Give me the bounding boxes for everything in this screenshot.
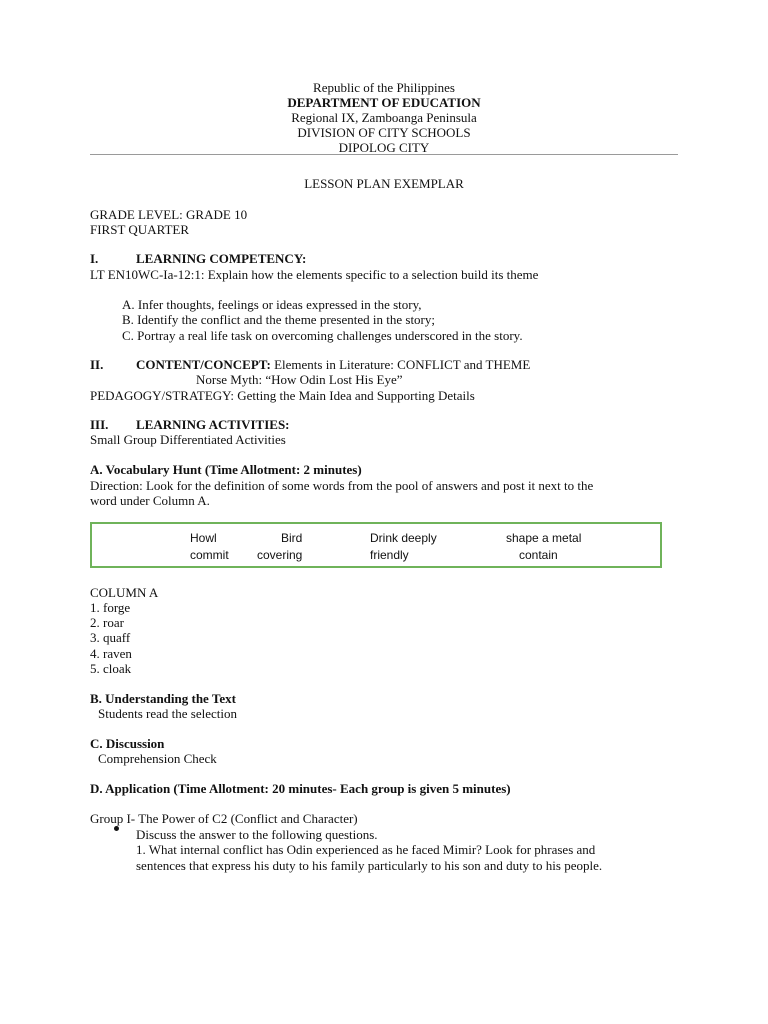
section2-heading: CONTENT/CONCEPT: <box>136 357 271 372</box>
section3-heading: LEARNING ACTIVITIES: <box>136 417 290 432</box>
pedagogy: PEDAGOGY/STRATEGY: Getting the Main Idea and Supporting Details <box>90 388 475 403</box>
bullet-text: Discuss the answer to the following questions. <box>136 827 378 842</box>
quarter: FIRST QUARTER <box>90 222 190 237</box>
pool-word-bird: Bird <box>281 531 303 545</box>
doc-title: LESSON PLAN EXEMPLAR <box>304 176 464 191</box>
myth-title: Norse Myth: “How Odin Lost His Eye” <box>196 372 403 387</box>
learning-target: LT EN10WC-Ia-12:1: Explain how the elements specific to a selection build its theme <box>90 267 539 282</box>
question1-line2: sentences that express his duty to his family particularly to his son and duty to his people. <box>136 858 603 873</box>
section1-heading: LEARNING COMPETENCY: <box>136 251 307 266</box>
vocab-direction-line2: word under Column A. <box>90 493 210 508</box>
column-a-item: 2. roar <box>90 615 124 630</box>
pool-word-drink-deeply: Drink deeply <box>370 531 437 545</box>
understanding-heading: B. Understanding the Text <box>90 691 236 706</box>
objective-a: A. Infer thoughts, feelings or ideas expressed in the story, <box>122 297 422 312</box>
header-city: DIPOLOG CITY <box>338 140 430 155</box>
vocab-direction-line1: Direction: Look for the definition of some words from the pool of answers and post it next to the <box>90 478 594 493</box>
section2-number: II. <box>90 357 104 372</box>
header-divider <box>90 154 678 155</box>
vocab-heading: A. Vocabulary Hunt (Time Allotment: 2 minutes) <box>90 462 362 477</box>
bullet-icon <box>114 826 119 831</box>
discussion-heading: C. Discussion <box>90 736 165 751</box>
pool-word-covering: covering <box>257 548 303 562</box>
grade-level: GRADE LEVEL: GRADE 10 <box>90 207 248 222</box>
section3-subtitle: Small Group Differentiated Activities <box>90 432 286 447</box>
pool-word-commit: commit <box>190 548 229 562</box>
group1-title: Group I- The Power of C2 (Conflict and Character) <box>90 811 358 826</box>
header-division: DIVISION OF CITY SCHOOLS <box>297 125 471 140</box>
column-a-item: 3. quaff <box>90 630 131 645</box>
column-a-item: 1. forge <box>90 600 131 615</box>
pool-word-friendly: friendly <box>370 548 409 562</box>
column-a-item: 5. cloak <box>90 661 132 676</box>
pool-word-howl: Howl <box>190 531 217 545</box>
header-department: DEPARTMENT OF EDUCATION <box>287 95 481 110</box>
understanding-text: Students read the selection <box>98 706 237 721</box>
discussion-text: Comprehension Check <box>98 751 217 766</box>
pool-word-contain: contain <box>519 548 558 562</box>
section3-number: III. <box>90 417 109 432</box>
section2-content: Elements in Literature: CONFLICT and THEME <box>274 357 531 372</box>
column-a-item: 4. raven <box>90 646 132 661</box>
section1-number: I. <box>90 251 99 266</box>
header-region: Regional IX, Zamboanga Peninsula <box>291 110 477 125</box>
header-republic: Republic of the Philippines <box>313 80 455 95</box>
objective-c: C. Portray a real life task on overcoming challenges underscored in the story. <box>122 328 523 343</box>
objective-b: B. Identify the conflict and the theme presented in the story; <box>122 312 435 327</box>
section2-line <box>136 357 530 372</box>
question1-line1: 1. What internal conflict has Odin experienced as he faced Mimir? Look for phrases and <box>136 842 596 857</box>
column-a-heading: COLUMN A <box>90 585 159 600</box>
pool-word-shape-a-metal: shape a metal <box>506 531 582 545</box>
application-heading: D. Application (Time Allotment: 20 minutes- Each group is given 5 minutes) <box>90 781 511 796</box>
